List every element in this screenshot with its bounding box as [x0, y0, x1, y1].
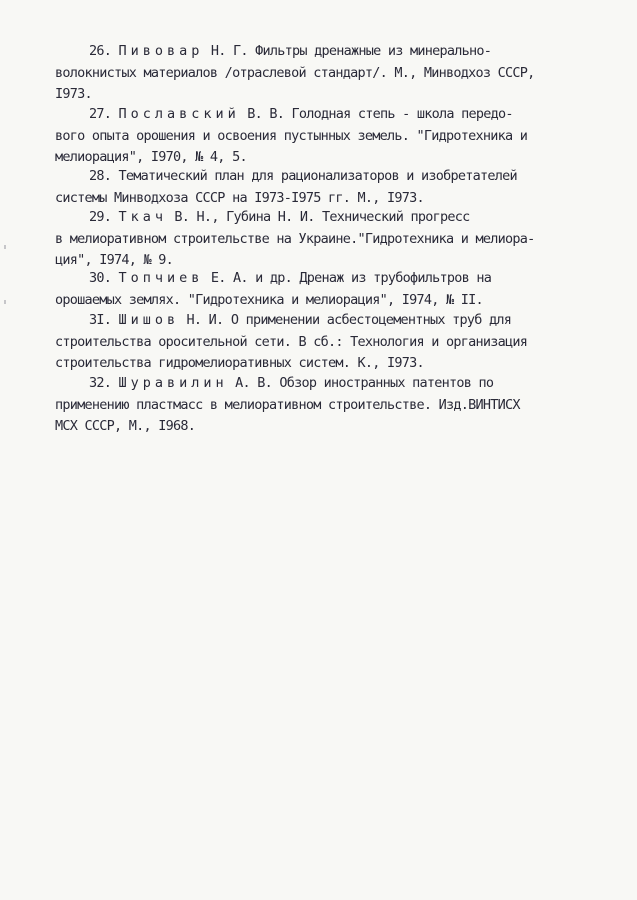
entry-line: I973.: [55, 86, 92, 102]
reference-entry: [55, 104, 615, 169]
entry-line: строительства оросительной сети. В сб.: Технология и организация: [55, 333, 528, 350]
entry-line: применению пластмасс в мелиоративном строительстве. Изд.ВИНТИСХ: [55, 396, 520, 413]
entry-author: Шуравилин: [118, 375, 228, 391]
entry-author: Ткач: [118, 209, 168, 225]
scan-artifact: [4, 300, 6, 304]
reference-entry: [55, 268, 615, 311]
entry-author: Пославский: [118, 106, 240, 122]
entry-number: 30.: [89, 270, 112, 286]
reference-entry: [55, 373, 615, 438]
entry-line: волокнистых материалов /отраслевой стандарт/. М., Минводхоз СССР,: [55, 64, 535, 81]
reference-entry: [55, 207, 615, 272]
entry-author: Шишов: [118, 312, 180, 328]
entry-first-line: [55, 373, 615, 395]
entry-number: 27.: [89, 106, 112, 122]
entry-text: В. Н., Губина Н. И. Технический прогресс: [167, 209, 470, 225]
entry-first-line: [55, 268, 615, 290]
entry-number: 32.: [89, 375, 112, 391]
entry-number: 29.: [89, 209, 112, 225]
entry-line: в мелиоративном строительстве на Украине."Гидротехника и мелиора-: [55, 230, 535, 247]
entry-number: 28.: [89, 168, 112, 184]
entry-line: строительства гидромелиоративных систем. К., I973.: [55, 355, 424, 371]
entry-author: Пивовар: [118, 43, 204, 59]
entry-first-line: [55, 207, 615, 229]
entry-number: 3I.: [89, 312, 112, 328]
entry-text: В. В. Голодная степь - школа передо-: [239, 106, 513, 122]
entry-text: А. В. Обзор иностранных патентов по: [227, 375, 494, 391]
reference-entry: [55, 310, 615, 375]
entry-text: Н. Г. Фильтры дренажные из минерально-: [203, 43, 492, 59]
entry-first-line: [55, 310, 615, 332]
entry-line: орошаемых землях. "Гидротехника и мелиорация", I974, № II.: [55, 291, 483, 308]
entry-first-line: [55, 41, 615, 63]
reference-entry: [55, 166, 615, 209]
entry-first-line: [55, 104, 615, 126]
entry-line: МСХ СССР, М., I968.: [55, 418, 196, 434]
entry-line: вого опыта орошения и освоения пустынных земель. "Гидротехника и: [55, 127, 528, 144]
entry-text: Н. И. О применении асбестоцементных труб для: [179, 312, 512, 328]
scan-artifact: [4, 245, 6, 249]
entry-line: мелиорация", I970, № 4, 5.: [55, 149, 247, 165]
entry-text: Е. А. и др. Дренаж из трубофильтров на: [203, 270, 492, 286]
entry-line: системы Минводхоза СССР на I973-I975 гг. М., I973.: [55, 189, 424, 206]
entry-first-line: [55, 166, 615, 188]
entry-line: ция", I974, № 9.: [55, 252, 174, 268]
entry-author: Топчиев: [118, 270, 204, 286]
entry-number: 26.: [89, 43, 112, 59]
reference-entry: [55, 41, 615, 106]
entry-text: Тематический план для рационализаторов и изобретателей: [111, 168, 517, 184]
